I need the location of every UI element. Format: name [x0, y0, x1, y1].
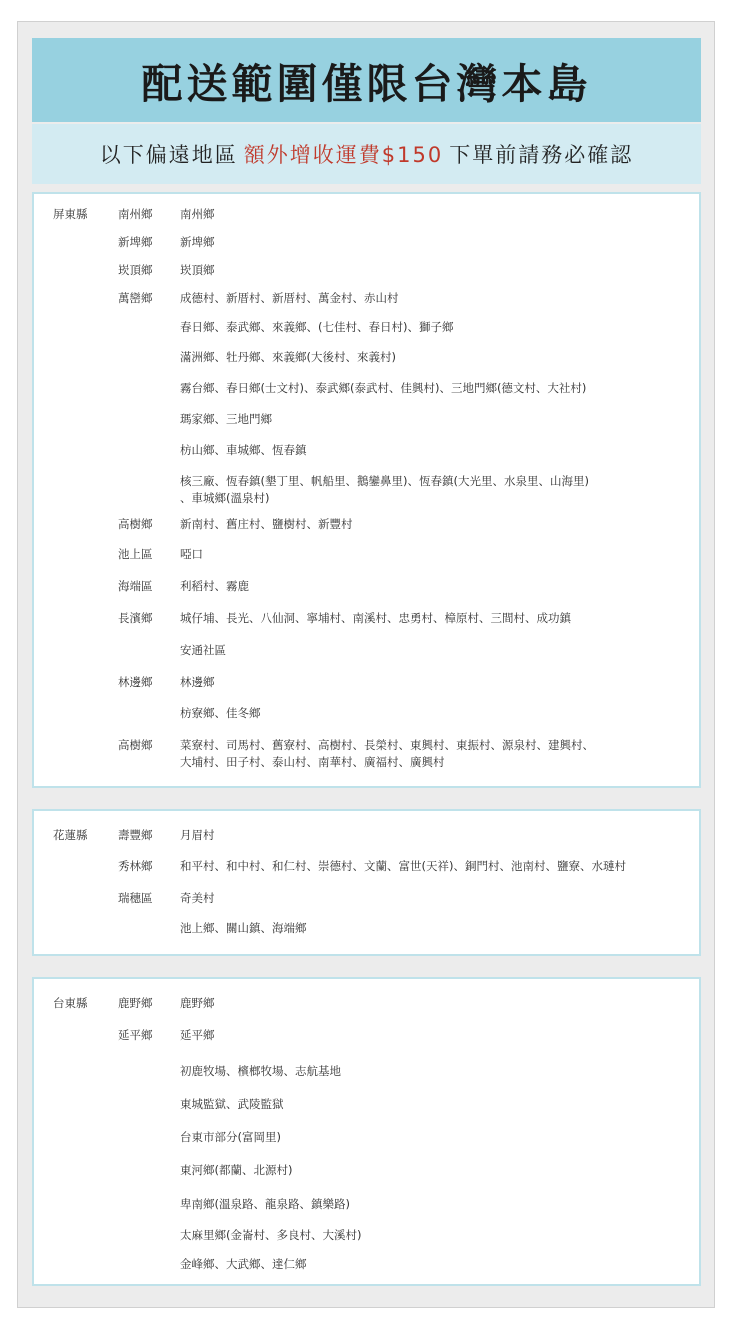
- area-list-line: 太麻里鄉(金崙村、多良村、大溪村): [180, 1228, 362, 1242]
- area-list-line: 池上鄉、關山鎮、海端鄉: [180, 921, 307, 935]
- area-list: [180, 1196, 680, 1213]
- page-title: 配送範圍僅限台灣本島: [141, 59, 592, 108]
- township-label: 海端區: [118, 579, 153, 593]
- township-label: 瑞穗區: [118, 891, 153, 905]
- area-list-line: 月眉村: [180, 828, 215, 842]
- area-list-line: 鹿野鄉: [180, 996, 215, 1010]
- area-list: [180, 1227, 680, 1244]
- title-banner: [32, 38, 701, 122]
- area-list-line: 新南村、舊庄村、鹽樹村、新豐村: [180, 517, 353, 531]
- area-list-line: 菜寮村、司馬村、舊寮村、高樹村、長榮村、東興村、東振村、源泉村、建興村、: [180, 738, 594, 752]
- county-label: 屏東縣: [53, 207, 88, 221]
- area-list: [180, 858, 680, 875]
- area-list-line: 初鹿牧場、檳榔牧場、志航基地: [180, 1064, 341, 1078]
- area-list-line: 核三廠、恆春鎮(墾丁里、帆船里、鵝鑾鼻里)、恆春鎮(大光里、水泉里、山海里): [180, 474, 589, 488]
- township-label: 萬巒鄉: [118, 291, 153, 305]
- area-list: [180, 1096, 680, 1113]
- township-label: 壽豐鄉: [118, 828, 153, 842]
- area-list: [180, 319, 680, 336]
- township-label: 南州鄉: [118, 207, 153, 221]
- area-list: [180, 442, 680, 459]
- area-list-line: 城仔埔、長光、八仙洞、寧埔村、南溪村、忠勇村、樟原村、三間村、成功鎮: [180, 611, 571, 625]
- region-table: [32, 977, 701, 1286]
- area-list-line: 台東市部分(富岡里): [180, 1130, 281, 1144]
- area-list: [180, 349, 680, 366]
- area-list: [180, 1027, 680, 1044]
- area-list: [180, 290, 680, 307]
- area-list-line: 安通社區: [180, 643, 226, 657]
- area-list: [180, 705, 680, 722]
- area-list: [180, 674, 680, 691]
- township-label: 高樹鄉: [118, 738, 153, 752]
- area-list: [180, 1162, 680, 1179]
- area-list-line: 滿洲鄉、牡丹鄉、來義鄉(大後村、來義村): [180, 350, 396, 364]
- area-list-line: 崁頂鄉: [180, 263, 215, 277]
- area-list-line: 卑南鄉(溫泉路、龍泉路、鎮樂路): [180, 1197, 350, 1211]
- area-list-line: 金峰鄉、大武鄉、達仁鄉: [180, 1257, 307, 1271]
- township-label: 長濱鄉: [118, 611, 153, 625]
- township-label: 鹿野鄉: [118, 996, 153, 1010]
- area-list-line: 新埤鄉: [180, 235, 215, 249]
- region-table: [32, 192, 701, 788]
- area-list-line: 啞口: [180, 547, 203, 561]
- area-list: [180, 920, 680, 937]
- area-list-line: 、車城鄉(溫泉村): [180, 491, 270, 505]
- region-table: [32, 809, 701, 956]
- notice-suffix: 下單前請務必確認: [449, 143, 634, 167]
- notice-banner: [32, 124, 701, 184]
- area-list: [180, 411, 680, 428]
- area-list-line: 霧台鄉、春日鄉(士文村)、泰武鄉(泰武村、佳興村)、三地門鄉(德文村、大社村): [180, 381, 587, 395]
- area-list-line: 春日鄉、泰武鄉、來義鄉、(七佳村、春日村)、獅子鄉: [180, 320, 454, 334]
- area-list-line: 成德村、新厝村、新厝村、萬金村、赤山村: [180, 291, 399, 305]
- notice-fee-highlight: 額外增收運費$150: [243, 143, 444, 167]
- area-list: [180, 380, 680, 397]
- area-list-line: 林邊鄉: [180, 675, 215, 689]
- area-list: [180, 262, 680, 279]
- notice-prefix: 以下偏遠地區: [99, 143, 238, 167]
- area-list: [180, 1063, 680, 1080]
- township-label: 林邊鄉: [118, 675, 153, 689]
- area-list: [180, 827, 680, 844]
- township-label: 池上區: [118, 547, 153, 561]
- area-list: [180, 546, 680, 563]
- township-label: 秀林鄉: [118, 859, 153, 873]
- area-list-line: 瑪家鄉、三地門鄉: [180, 412, 272, 426]
- area-list: [180, 1256, 680, 1273]
- area-list: [180, 995, 680, 1012]
- area-list-line: 枋寮鄉、佳冬鄉: [180, 706, 261, 720]
- area-list: [180, 890, 680, 907]
- area-list-line: 南州鄉: [180, 207, 215, 221]
- township-label: 高樹鄉: [118, 517, 153, 531]
- township-label: 新埤鄉: [118, 235, 153, 249]
- area-list: [180, 610, 680, 627]
- area-list: [180, 1129, 680, 1146]
- county-label: 花蓮縣: [53, 828, 88, 842]
- area-list: [180, 578, 680, 595]
- area-list: [180, 642, 680, 659]
- township-label: 延平鄉: [118, 1028, 153, 1042]
- area-list-line: 東城監獄、武陵監獄: [180, 1097, 284, 1111]
- county-label: 台東縣: [53, 996, 88, 1010]
- township-label: 崁頂鄉: [118, 263, 153, 277]
- area-list-line: 枋山鄉、車城鄉、恆春鎮: [180, 443, 307, 457]
- area-list-line: 和平村、和中村、和仁村、崇德村、文蘭、富世(天祥)、銅門村、池南村、鹽寮、水璉村: [180, 859, 626, 873]
- area-list: [180, 234, 680, 251]
- area-list-line: 利稻村、霧鹿: [180, 579, 249, 593]
- area-list: [180, 737, 680, 771]
- area-list-line: 延平鄉: [180, 1028, 215, 1042]
- area-list: [180, 473, 680, 507]
- area-list: [180, 516, 680, 533]
- area-list-line: 奇美村: [180, 891, 215, 905]
- area-list: [180, 206, 680, 223]
- area-list-line: 大埔村、田子村、泰山村、南華村、廣福村、廣興村: [180, 755, 445, 769]
- area-list-line: 東河鄉(都蘭、北源村): [180, 1163, 293, 1177]
